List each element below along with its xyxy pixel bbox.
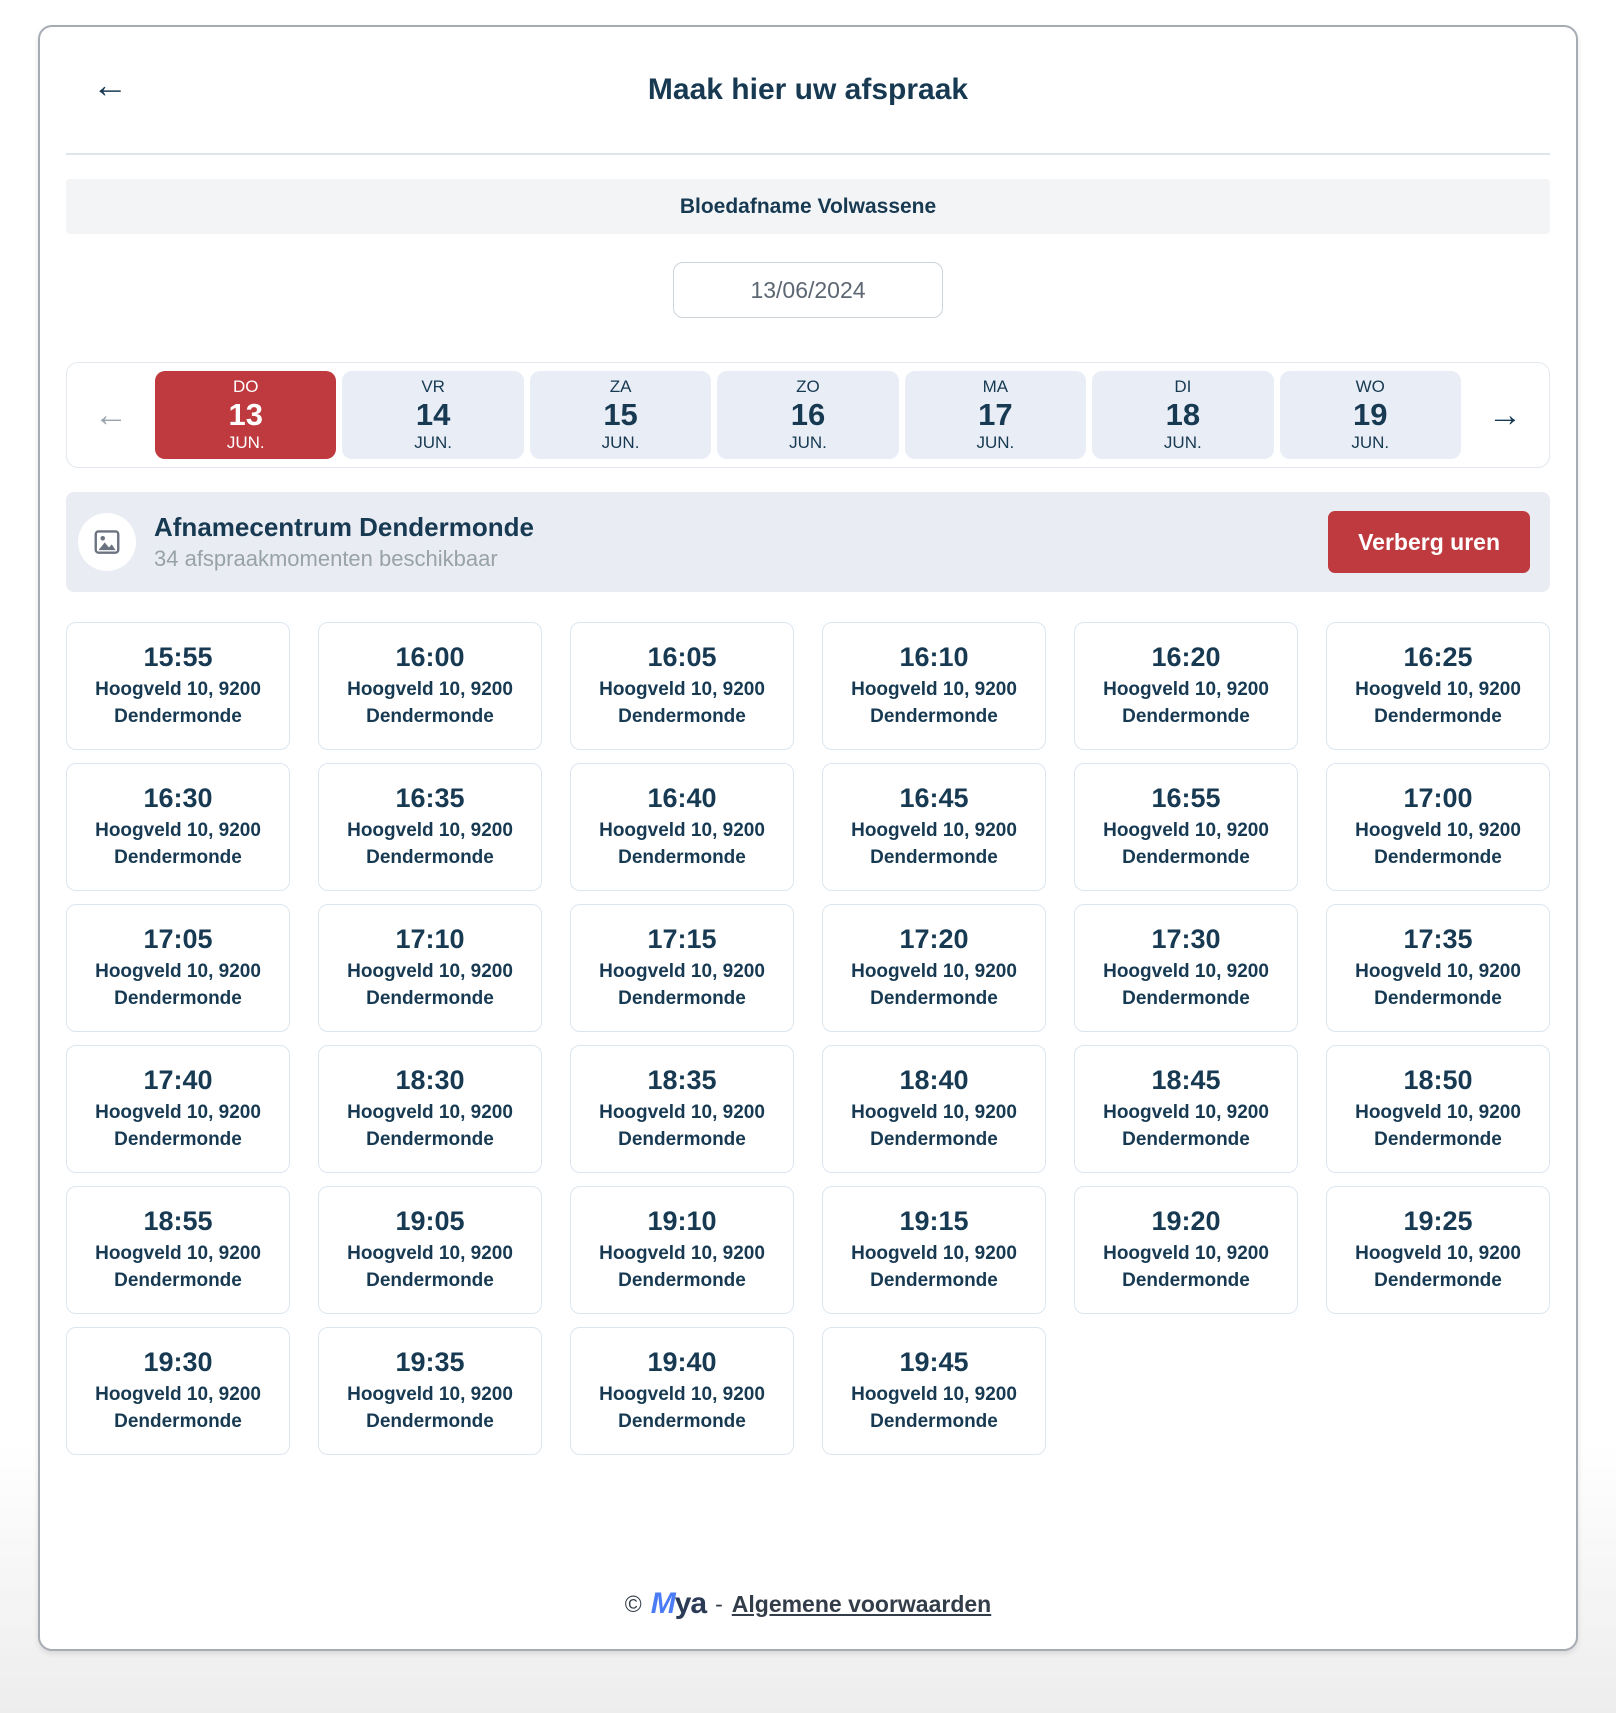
slot-address-line2: Dendermonde bbox=[1374, 1270, 1502, 1292]
slot-address-line2: Dendermonde bbox=[1122, 1129, 1250, 1151]
slot-address bbox=[851, 1099, 1017, 1154]
slot-address-line1: Hoogveld 10, 9200 bbox=[347, 1101, 513, 1123]
slot-time: 17:35 bbox=[1403, 924, 1473, 955]
slot-address-line2: Dendermonde bbox=[618, 1129, 746, 1151]
slot-address bbox=[347, 817, 513, 872]
time-slot-card[interactable] bbox=[318, 1045, 542, 1173]
slot-address-line2: Dendermonde bbox=[1122, 988, 1250, 1010]
slot-address bbox=[1103, 817, 1269, 872]
slot-address-line1: Hoogveld 10, 9200 bbox=[599, 1101, 765, 1123]
slot-address bbox=[1103, 958, 1269, 1013]
carousel-next-icon[interactable]: → bbox=[1467, 398, 1543, 432]
slot-address-line2: Dendermonde bbox=[1122, 1270, 1250, 1292]
slot-address-line2: Dendermonde bbox=[366, 988, 494, 1010]
slot-address-line2: Dendermonde bbox=[1374, 706, 1502, 728]
slot-time: 19:05 bbox=[395, 1206, 465, 1237]
slot-address bbox=[851, 1381, 1017, 1436]
slot-address bbox=[347, 1099, 513, 1154]
slot-address-line1: Hoogveld 10, 9200 bbox=[1355, 960, 1521, 982]
slot-time: 18:40 bbox=[899, 1065, 969, 1096]
day-dow: DO bbox=[232, 376, 259, 396]
slot-time: 19:40 bbox=[647, 1347, 717, 1378]
slot-time: 16:05 bbox=[647, 642, 717, 673]
date-input-wrap bbox=[40, 262, 1576, 318]
day-number: 13 bbox=[228, 397, 263, 433]
slot-address bbox=[599, 817, 765, 872]
slot-address bbox=[851, 1240, 1017, 1295]
slot-address-line2: Dendermonde bbox=[618, 1411, 746, 1433]
slot-time: 19:15 bbox=[899, 1206, 969, 1237]
slot-address bbox=[599, 1381, 765, 1436]
time-slot-card[interactable] bbox=[66, 1327, 290, 1455]
slot-address-line1: Hoogveld 10, 9200 bbox=[851, 960, 1017, 982]
time-slot-card[interactable] bbox=[66, 904, 290, 1032]
time-slot-card[interactable] bbox=[66, 1045, 290, 1173]
terms-link[interactable]: Algemene voorwaarden bbox=[731, 1590, 992, 1617]
time-slot-card[interactable] bbox=[1326, 1186, 1550, 1314]
slot-time: 19:45 bbox=[899, 1347, 969, 1378]
appointment-widget bbox=[38, 25, 1578, 1651]
day-dow: MA bbox=[982, 376, 1009, 396]
copyright-symbol: © bbox=[624, 1590, 642, 1617]
slot-address bbox=[347, 1240, 513, 1295]
footer bbox=[40, 1587, 1576, 1621]
slot-time: 19:10 bbox=[647, 1206, 717, 1237]
slot-address bbox=[599, 1240, 765, 1295]
slot-address bbox=[599, 1099, 765, 1154]
slot-address bbox=[1355, 817, 1521, 872]
slot-address-line1: Hoogveld 10, 9200 bbox=[851, 1383, 1017, 1405]
time-slot-card[interactable] bbox=[1326, 1045, 1550, 1173]
slot-time: 16:20 bbox=[1151, 642, 1221, 673]
slot-address bbox=[95, 1099, 261, 1154]
slot-address-line1: Hoogveld 10, 9200 bbox=[599, 960, 765, 982]
time-slot-card[interactable] bbox=[1326, 904, 1550, 1032]
day-month: JUN. bbox=[414, 432, 453, 452]
brand-logo bbox=[651, 1587, 706, 1621]
time-slot-card[interactable] bbox=[1326, 763, 1550, 891]
day-month: JUN. bbox=[601, 432, 640, 452]
time-slot-card[interactable] bbox=[66, 622, 290, 750]
slot-address bbox=[347, 676, 513, 731]
slot-address bbox=[1355, 1240, 1521, 1295]
day-card[interactable] bbox=[155, 371, 336, 459]
slot-address-line1: Hoogveld 10, 9200 bbox=[95, 1101, 261, 1123]
slot-address bbox=[1355, 958, 1521, 1013]
time-slot-card[interactable] bbox=[1074, 1186, 1298, 1314]
slot-time: 19:20 bbox=[1151, 1206, 1221, 1237]
slot-time: 16:55 bbox=[1151, 783, 1221, 814]
time-slot-card[interactable] bbox=[570, 904, 794, 1032]
slot-address bbox=[1355, 676, 1521, 731]
day-dow: ZO bbox=[796, 376, 820, 396]
slot-time: 17:30 bbox=[1151, 924, 1221, 955]
day-card[interactable] bbox=[1092, 371, 1273, 459]
slot-address-line2: Dendermonde bbox=[114, 1411, 242, 1433]
slot-time: 17:05 bbox=[143, 924, 213, 955]
time-slot-card[interactable] bbox=[822, 1186, 1046, 1314]
time-slot-card[interactable] bbox=[822, 904, 1046, 1032]
slot-grid bbox=[66, 622, 1550, 1455]
time-slot-card[interactable] bbox=[1074, 1045, 1298, 1173]
slot-time: 18:50 bbox=[1403, 1065, 1473, 1096]
slot-time: 18:30 bbox=[395, 1065, 465, 1096]
brand-logo-ya: ya bbox=[674, 1587, 707, 1620]
slot-address-line2: Dendermonde bbox=[870, 847, 998, 869]
service-band bbox=[66, 179, 1550, 234]
slot-address-line1: Hoogveld 10, 9200 bbox=[347, 1242, 513, 1264]
center-avatar bbox=[78, 513, 136, 571]
center-section bbox=[66, 492, 1550, 592]
time-slot-card[interactable] bbox=[570, 1045, 794, 1173]
slot-address bbox=[347, 1381, 513, 1436]
time-slot-card[interactable] bbox=[66, 1186, 290, 1314]
slot-address-line1: Hoogveld 10, 9200 bbox=[851, 819, 1017, 841]
slot-address-line1: Hoogveld 10, 9200 bbox=[1355, 819, 1521, 841]
slot-address-line2: Dendermonde bbox=[618, 1270, 746, 1292]
header bbox=[40, 27, 1576, 107]
slot-address bbox=[1103, 1240, 1269, 1295]
slot-address-line2: Dendermonde bbox=[1374, 1129, 1502, 1151]
slot-address-line2: Dendermonde bbox=[870, 1129, 998, 1151]
day-month: JUN. bbox=[1163, 432, 1202, 452]
slot-address bbox=[851, 676, 1017, 731]
day-number: 19 bbox=[1353, 397, 1388, 433]
day-card[interactable] bbox=[1280, 371, 1461, 459]
carousel-prev-icon[interactable]: ← bbox=[73, 398, 149, 432]
day-carousel bbox=[66, 362, 1550, 468]
slot-address-line1: Hoogveld 10, 9200 bbox=[95, 1383, 261, 1405]
slot-time: 19:35 bbox=[395, 1347, 465, 1378]
slot-address-line2: Dendermonde bbox=[366, 847, 494, 869]
slot-address bbox=[1103, 1099, 1269, 1154]
day-card[interactable] bbox=[530, 371, 711, 459]
day-list bbox=[155, 371, 1461, 459]
slot-address bbox=[95, 676, 261, 731]
slot-address-line1: Hoogveld 10, 9200 bbox=[599, 1242, 765, 1264]
day-number: 17 bbox=[978, 397, 1013, 433]
slot-address-line1: Hoogveld 10, 9200 bbox=[1103, 960, 1269, 982]
time-slot-card[interactable] bbox=[1074, 904, 1298, 1032]
slot-time: 18:55 bbox=[143, 1206, 213, 1237]
slot-address-line2: Dendermonde bbox=[1374, 847, 1502, 869]
page-title: Maak hier uw afspraak bbox=[647, 73, 969, 106]
day-month: JUN. bbox=[976, 432, 1015, 452]
back-arrow-icon[interactable]: ← bbox=[92, 64, 128, 105]
slot-address-line2: Dendermonde bbox=[114, 1129, 242, 1151]
slot-address-line1: Hoogveld 10, 9200 bbox=[1103, 1101, 1269, 1123]
slot-address-line2: Dendermonde bbox=[366, 1129, 494, 1151]
slot-address bbox=[851, 817, 1017, 872]
center-name: Afnamecentrum Dendermonde bbox=[154, 512, 534, 542]
time-slot-card[interactable] bbox=[1074, 763, 1298, 891]
slot-time: 16:45 bbox=[899, 783, 969, 814]
slot-address-line2: Dendermonde bbox=[870, 706, 998, 728]
time-slot-card[interactable] bbox=[1326, 622, 1550, 750]
time-slot-card[interactable] bbox=[570, 1186, 794, 1314]
slot-address bbox=[95, 958, 261, 1013]
slot-time: 17:00 bbox=[1403, 783, 1473, 814]
day-card[interactable] bbox=[342, 371, 523, 459]
day-card[interactable] bbox=[905, 371, 1086, 459]
time-slot-card[interactable] bbox=[318, 1186, 542, 1314]
header-divider bbox=[66, 153, 1550, 155]
hide-hours-button[interactable]: Verberg uren bbox=[1328, 511, 1530, 573]
slot-address-line1: Hoogveld 10, 9200 bbox=[851, 1242, 1017, 1264]
day-number: 18 bbox=[1165, 397, 1201, 433]
time-slot-card[interactable] bbox=[1074, 622, 1298, 750]
slot-address bbox=[599, 958, 765, 1013]
slot-address bbox=[1103, 676, 1269, 731]
slot-address-line1: Hoogveld 10, 9200 bbox=[599, 678, 765, 700]
slot-time: 17:40 bbox=[143, 1065, 213, 1096]
slot-time: 16:40 bbox=[647, 783, 717, 814]
slot-address-line1: Hoogveld 10, 9200 bbox=[347, 819, 513, 841]
slot-address-line1: Hoogveld 10, 9200 bbox=[1355, 1101, 1521, 1123]
slot-address bbox=[1355, 1099, 1521, 1154]
slot-address-line1: Hoogveld 10, 9200 bbox=[347, 960, 513, 982]
slot-address-line1: Hoogveld 10, 9200 bbox=[95, 960, 261, 982]
slot-address-line1: Hoogveld 10, 9200 bbox=[1103, 1242, 1269, 1264]
time-slot-card[interactable] bbox=[318, 763, 542, 891]
slot-address-line1: Hoogveld 10, 9200 bbox=[1103, 819, 1269, 841]
time-slot-card[interactable] bbox=[822, 763, 1046, 891]
slot-address-line1: Hoogveld 10, 9200 bbox=[347, 1383, 513, 1405]
slot-time: 16:30 bbox=[143, 783, 213, 814]
slot-address bbox=[95, 1381, 261, 1436]
slot-address-line1: Hoogveld 10, 9200 bbox=[95, 678, 261, 700]
slot-address-line2: Dendermonde bbox=[114, 847, 242, 869]
footer-separator: - bbox=[715, 1590, 723, 1617]
time-slot-card[interactable] bbox=[570, 622, 794, 750]
slot-address-line1: Hoogveld 10, 9200 bbox=[1355, 678, 1521, 700]
day-number: 16 bbox=[790, 397, 826, 433]
day-number: 15 bbox=[603, 397, 638, 433]
slot-time: 18:45 bbox=[1151, 1065, 1221, 1096]
center-availability: 34 afspraakmomenten beschikbaar bbox=[154, 546, 498, 571]
slot-time: 15:55 bbox=[143, 642, 213, 673]
time-slot-card[interactable] bbox=[318, 622, 542, 750]
slot-time: 19:25 bbox=[1403, 1206, 1473, 1237]
time-slot-card[interactable] bbox=[318, 904, 542, 1032]
slot-address-line2: Dendermonde bbox=[1122, 847, 1250, 869]
center-info bbox=[154, 512, 1310, 572]
slot-address bbox=[851, 958, 1017, 1013]
day-card[interactable] bbox=[717, 371, 898, 459]
slot-address-line1: Hoogveld 10, 9200 bbox=[95, 819, 261, 841]
slot-time: 17:10 bbox=[395, 924, 465, 955]
day-month: JUN. bbox=[226, 432, 265, 452]
slot-address-line1: Hoogveld 10, 9200 bbox=[851, 1101, 1017, 1123]
time-slot-card[interactable] bbox=[822, 1045, 1046, 1173]
slot-time: 18:35 bbox=[647, 1065, 717, 1096]
time-slot-card[interactable] bbox=[318, 1327, 542, 1455]
time-slot-card[interactable] bbox=[66, 763, 290, 891]
day-dow: VR bbox=[421, 376, 445, 396]
slot-address-line1: Hoogveld 10, 9200 bbox=[851, 678, 1017, 700]
slot-address-line2: Dendermonde bbox=[1122, 706, 1250, 728]
time-slot-card[interactable] bbox=[822, 1327, 1046, 1455]
day-dow: ZA bbox=[609, 376, 632, 396]
slot-address-line1: Hoogveld 10, 9200 bbox=[599, 819, 765, 841]
day-dow: WO bbox=[1355, 376, 1385, 396]
slot-address-line1: Hoogveld 10, 9200 bbox=[1355, 1242, 1521, 1264]
day-month: JUN. bbox=[1351, 432, 1390, 452]
slot-address-line2: Dendermonde bbox=[618, 988, 746, 1010]
day-month: JUN. bbox=[789, 432, 827, 452]
slot-address-line2: Dendermonde bbox=[366, 1411, 494, 1433]
slot-address-line1: Hoogveld 10, 9200 bbox=[599, 1383, 765, 1405]
day-number: 14 bbox=[415, 397, 451, 433]
slot-time: 17:15 bbox=[647, 924, 717, 955]
slot-address-line2: Dendermonde bbox=[366, 706, 494, 728]
day-dow: DI bbox=[1174, 376, 1192, 396]
slot-address-line1: Hoogveld 10, 9200 bbox=[347, 678, 513, 700]
slot-time: 16:10 bbox=[899, 642, 969, 673]
time-slot-card[interactable] bbox=[570, 1327, 794, 1455]
slot-time: 17:20 bbox=[899, 924, 969, 955]
slot-address bbox=[95, 817, 261, 872]
slot-address bbox=[599, 676, 765, 731]
image-placeholder-icon bbox=[92, 527, 122, 557]
slot-address-line2: Dendermonde bbox=[114, 988, 242, 1010]
slot-address-line2: Dendermonde bbox=[114, 1270, 242, 1292]
slot-address-line2: Dendermonde bbox=[618, 706, 746, 728]
slot-time: 16:00 bbox=[395, 642, 465, 673]
slot-time: 16:25 bbox=[1403, 642, 1473, 673]
date-input[interactable] bbox=[673, 262, 943, 318]
time-slot-card[interactable] bbox=[822, 622, 1046, 750]
slot-address bbox=[95, 1240, 261, 1295]
slot-time: 16:35 bbox=[395, 783, 465, 814]
slot-address-line2: Dendermonde bbox=[114, 706, 242, 728]
slot-address-line2: Dendermonde bbox=[618, 847, 746, 869]
slot-address-line2: Dendermonde bbox=[366, 1270, 494, 1292]
slot-address-line2: Dendermonde bbox=[870, 1411, 998, 1433]
service-name: Bloedafname Volwassene bbox=[679, 194, 937, 218]
slot-address-line2: Dendermonde bbox=[870, 988, 998, 1010]
time-slot-card[interactable] bbox=[570, 763, 794, 891]
slot-address-line2: Dendermonde bbox=[1374, 988, 1502, 1010]
brand-logo-m: M bbox=[650, 1587, 675, 1620]
slot-address-line2: Dendermonde bbox=[870, 1270, 998, 1292]
slot-address-line1: Hoogveld 10, 9200 bbox=[1103, 678, 1269, 700]
slot-time: 19:30 bbox=[143, 1347, 213, 1378]
slot-address bbox=[347, 958, 513, 1013]
slot-address-line1: Hoogveld 10, 9200 bbox=[95, 1242, 261, 1264]
